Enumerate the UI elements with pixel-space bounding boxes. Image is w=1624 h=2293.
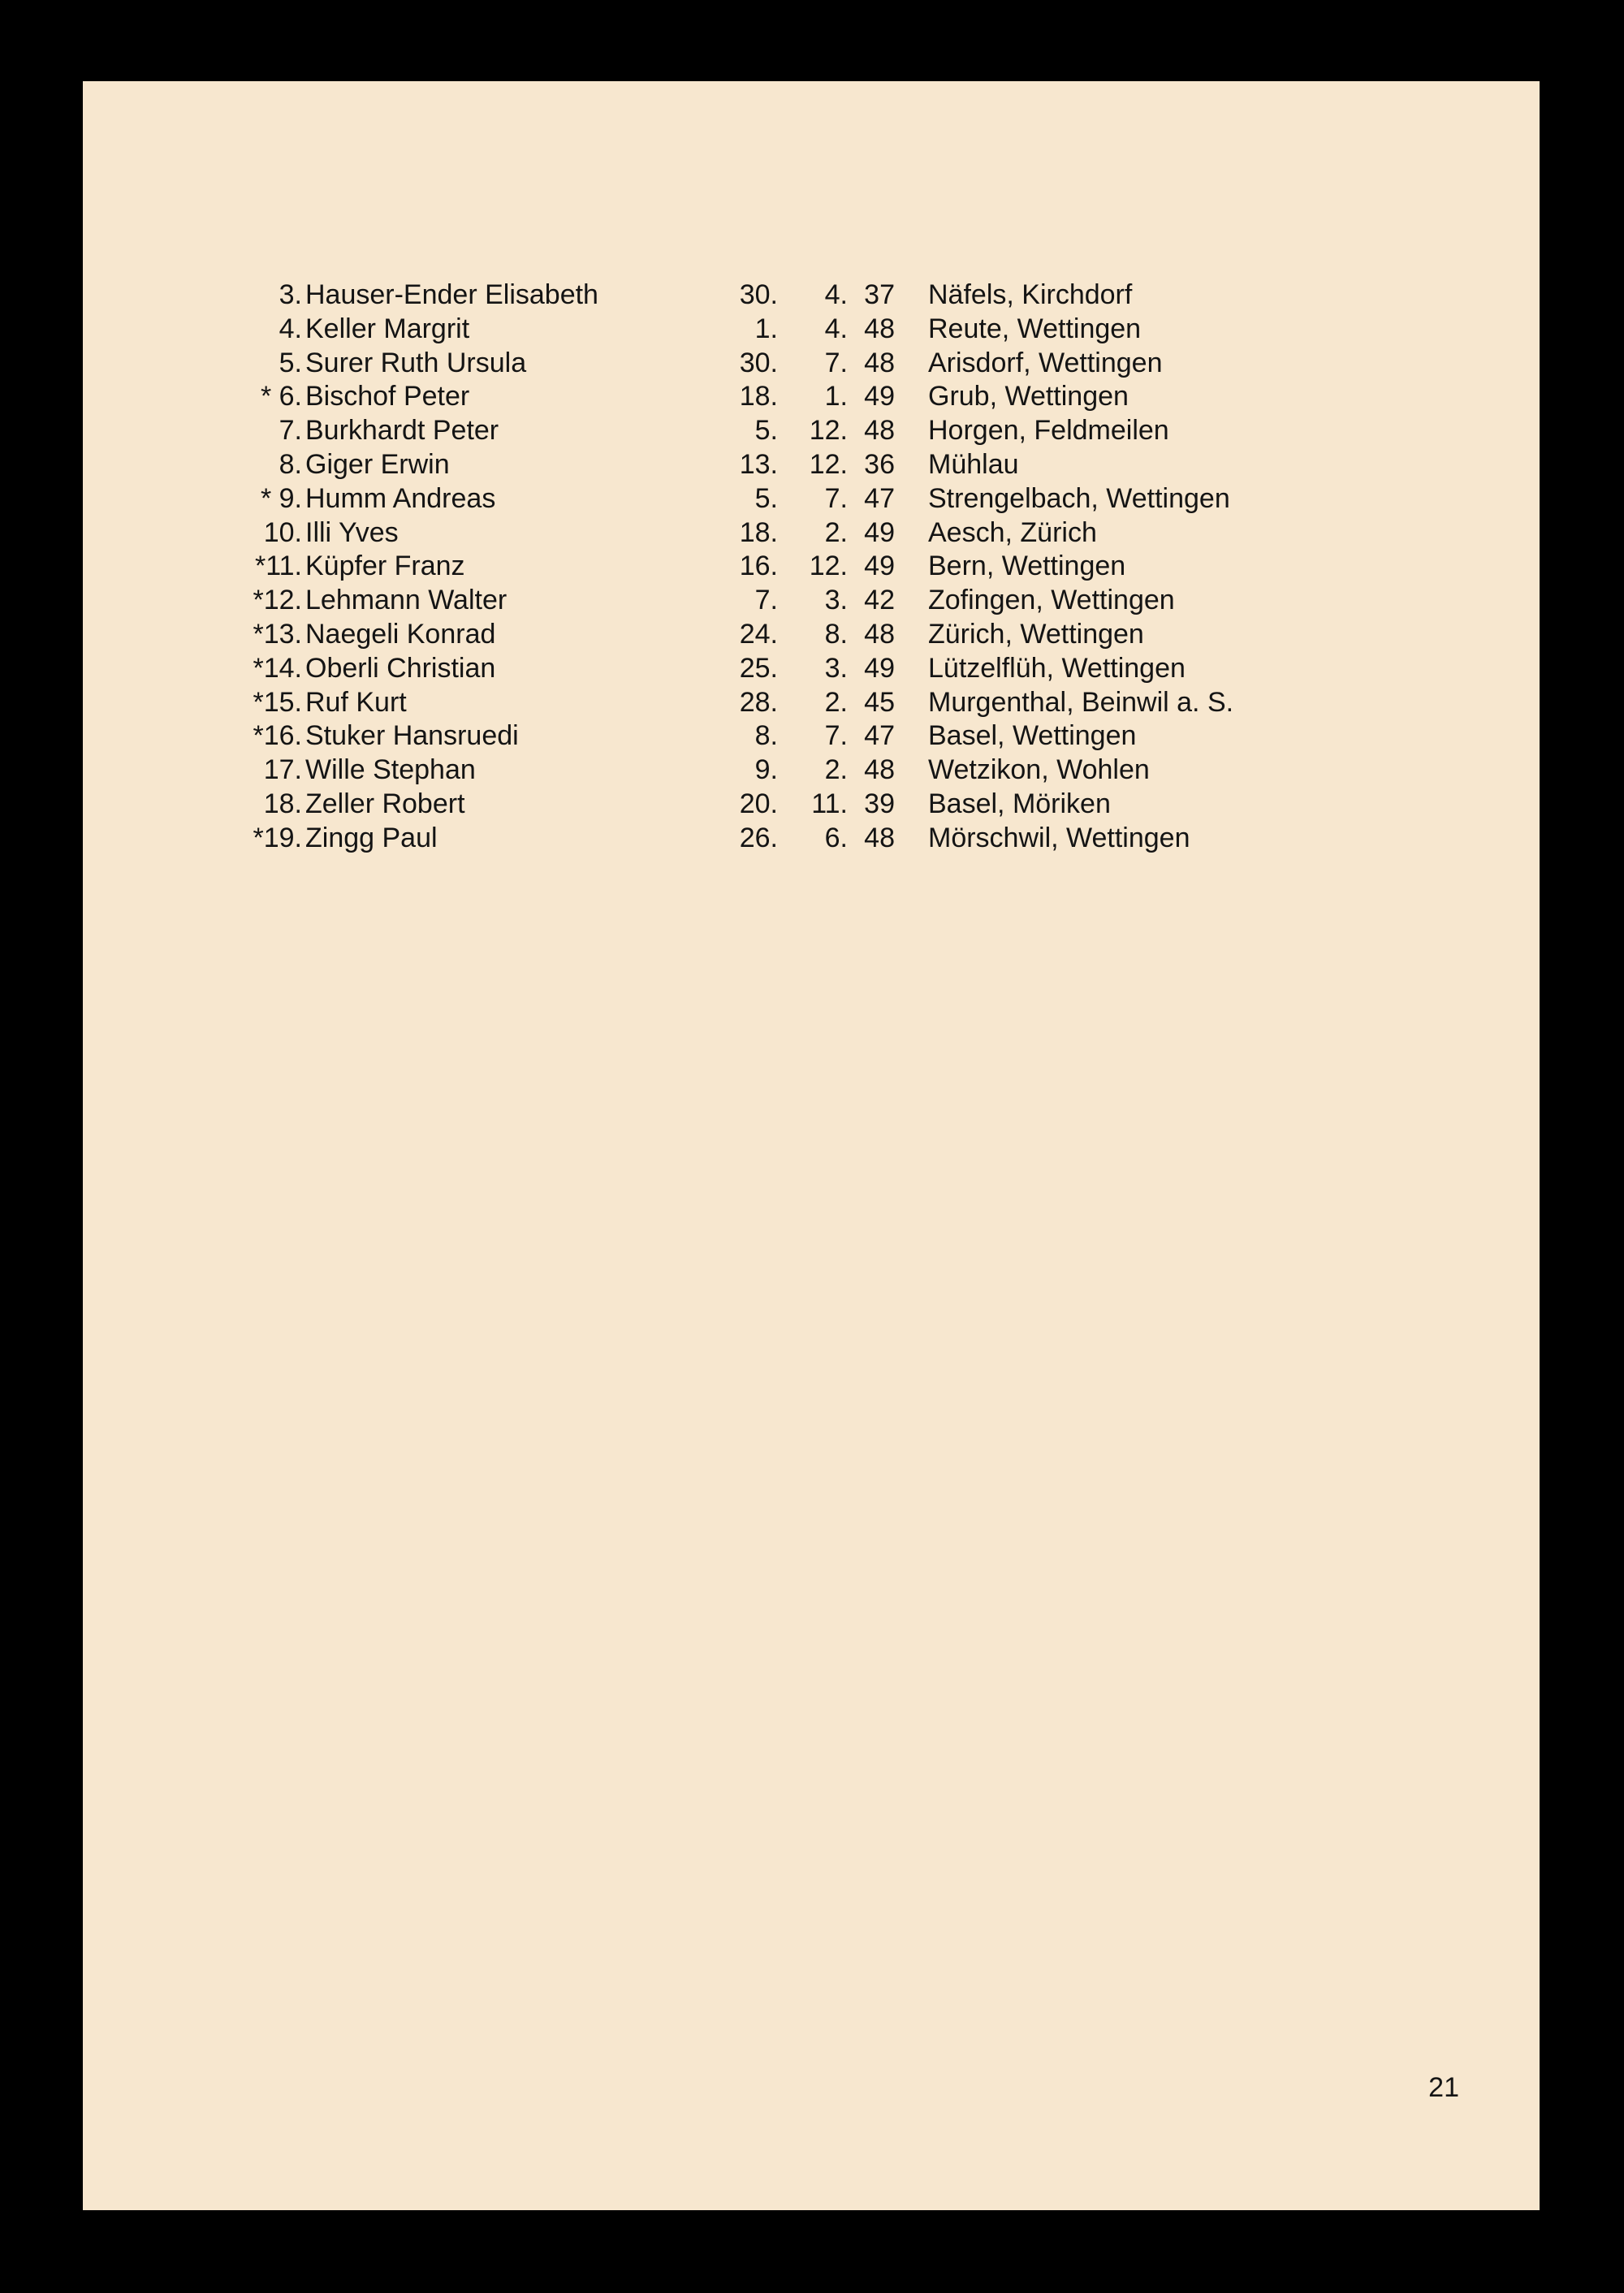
birth-year: 48 (864, 822, 895, 853)
birth-year: 48 (864, 347, 895, 378)
birth-month: 7. (824, 482, 848, 514)
entry-places: Bern, Wettingen (928, 551, 1126, 582)
birth-day: 5. (754, 482, 778, 514)
entry-number: *19. (253, 822, 302, 853)
birth-year: 48 (864, 313, 895, 344)
birth-day: 25. (739, 652, 778, 684)
entry-places: Horgen, Feldmeilen (928, 415, 1169, 447)
entry-places: Zofingen, Wettingen (928, 585, 1175, 616)
entry-places: Wetzikon, Wohlen (928, 754, 1150, 786)
birth-day: 20. (739, 788, 778, 819)
entry-name: Zingg Paul (305, 822, 438, 853)
roster-row (83, 822, 1540, 856)
entry-name: Keller Margrit (305, 313, 470, 344)
entry-number: 4. (279, 313, 302, 344)
entry-number: 8. (279, 448, 302, 480)
birth-year: 47 (864, 482, 895, 514)
entry-places: Basel, Wettingen (928, 720, 1137, 752)
entry-number: *12. (253, 585, 302, 616)
entry-places: Zürich, Wettingen (928, 618, 1144, 650)
entry-name: Hauser-Ender Elisabeth (305, 279, 598, 310)
roster-row (83, 279, 1540, 313)
roster-row (83, 754, 1540, 788)
birth-month: 12. (809, 415, 848, 447)
birth-year: 48 (864, 618, 895, 650)
document-page (83, 81, 1540, 2210)
roster-row (83, 448, 1540, 482)
roster-row (83, 618, 1540, 652)
birth-month: 4. (824, 279, 848, 310)
entry-number: 18. (263, 788, 302, 819)
birth-day: 7. (754, 585, 778, 616)
birth-month: 12. (809, 551, 848, 582)
entry-name: Zeller Robert (305, 788, 465, 819)
birth-day: 8. (754, 720, 778, 752)
entry-places: Strengelbach, Wettingen (928, 482, 1230, 514)
entry-places: Reute, Wettingen (928, 313, 1142, 344)
roster-row (83, 380, 1540, 414)
birth-month: 2. (824, 686, 848, 718)
birth-day: 1. (754, 313, 778, 344)
birth-year: 36 (864, 448, 895, 480)
entry-places: Lützelflüh, Wettingen (928, 652, 1186, 684)
birth-day: 5. (754, 415, 778, 447)
entry-name: Naegeli Konrad (305, 618, 496, 650)
birth-day: 18. (739, 381, 778, 412)
entry-places: Aesch, Zürich (928, 516, 1097, 548)
birth-month: 3. (824, 652, 848, 684)
birth-year: 49 (864, 381, 895, 412)
roster-row (83, 550, 1540, 584)
page-number: 21 (1428, 2072, 1459, 2103)
entry-number: * 9. (260, 482, 302, 514)
birth-year: 48 (864, 754, 895, 786)
entry-number: 5. (279, 347, 302, 378)
roster-row (83, 686, 1540, 720)
birth-day: 13. (739, 448, 778, 480)
entry-number: *11. (255, 551, 302, 582)
birth-day: 18. (739, 516, 778, 548)
birth-month: 6. (824, 822, 848, 853)
entry-places: Basel, Möriken (928, 788, 1111, 819)
roster-row (83, 788, 1540, 822)
entry-places: Grub, Wettingen (928, 381, 1129, 412)
entry-places: Mühlau (928, 448, 1019, 480)
birth-month: 12. (809, 448, 848, 480)
birth-month: 3. (824, 585, 848, 616)
entry-number: 3. (279, 279, 302, 310)
entry-places: Mörschwil, Wettingen (928, 822, 1190, 853)
entry-number: 10. (263, 516, 302, 548)
birth-year: 49 (864, 516, 895, 548)
birth-year: 45 (864, 686, 895, 718)
birth-day: 26. (739, 822, 778, 853)
entry-places: Arisdorf, Wettingen (928, 347, 1163, 378)
roster-row (83, 347, 1540, 381)
entry-name: Lehmann Walter (305, 585, 508, 616)
birth-month: 7. (824, 347, 848, 378)
birth-year: 47 (864, 720, 895, 752)
entry-places: Murgenthal, Beinwil a. S. (928, 686, 1234, 718)
entry-name: Stuker Hansruedi (305, 720, 519, 752)
roster-row (83, 516, 1540, 551)
birth-month: 8. (824, 618, 848, 650)
entry-number: * 6. (260, 381, 302, 412)
entry-number: 17. (263, 754, 302, 786)
birth-year: 48 (864, 415, 895, 447)
birth-day: 24. (739, 618, 778, 650)
entry-name: Bischof Peter (305, 381, 470, 412)
roster-row (83, 719, 1540, 754)
roster-row (83, 584, 1540, 618)
birth-day: 30. (739, 279, 778, 310)
entry-number: 7. (279, 415, 302, 447)
entry-name: Wille Stephan (305, 754, 476, 786)
birth-day: 28. (739, 686, 778, 718)
entry-name: Surer Ruth Ursula (305, 347, 527, 378)
entry-number: *15. (253, 686, 302, 718)
entry-name: Humm Andreas (305, 482, 496, 514)
birth-year: 39 (864, 788, 895, 819)
birth-year: 49 (864, 551, 895, 582)
birth-month: 2. (824, 516, 848, 548)
birth-month: 1. (824, 381, 848, 412)
birth-day: 9. (754, 754, 778, 786)
entry-name: Giger Erwin (305, 448, 450, 480)
birth-year: 42 (864, 585, 895, 616)
entry-number: *14. (253, 652, 302, 684)
entry-name: Küpfer Franz (305, 551, 465, 582)
roster-row (83, 652, 1540, 686)
entry-name: Oberli Christian (305, 652, 496, 684)
entry-name: Burkhardt Peter (305, 415, 499, 447)
birth-day: 30. (739, 347, 778, 378)
roster-row (83, 313, 1540, 347)
birth-year: 49 (864, 652, 895, 684)
birth-month: 4. (824, 313, 848, 344)
birth-year: 37 (864, 279, 895, 310)
birth-month: 11. (811, 788, 848, 819)
entry-number: *16. (253, 720, 302, 752)
roster-row (83, 414, 1540, 448)
roster-row (83, 482, 1540, 516)
entry-name: Ruf Kurt (305, 686, 407, 718)
entry-number: *13. (253, 618, 302, 650)
birth-day: 16. (739, 551, 778, 582)
entry-places: Näfels, Kirchdorf (928, 279, 1133, 310)
roster-list (83, 279, 1540, 856)
birth-month: 2. (824, 754, 848, 786)
entry-name: Illi Yves (305, 516, 399, 548)
birth-month: 7. (824, 720, 848, 752)
